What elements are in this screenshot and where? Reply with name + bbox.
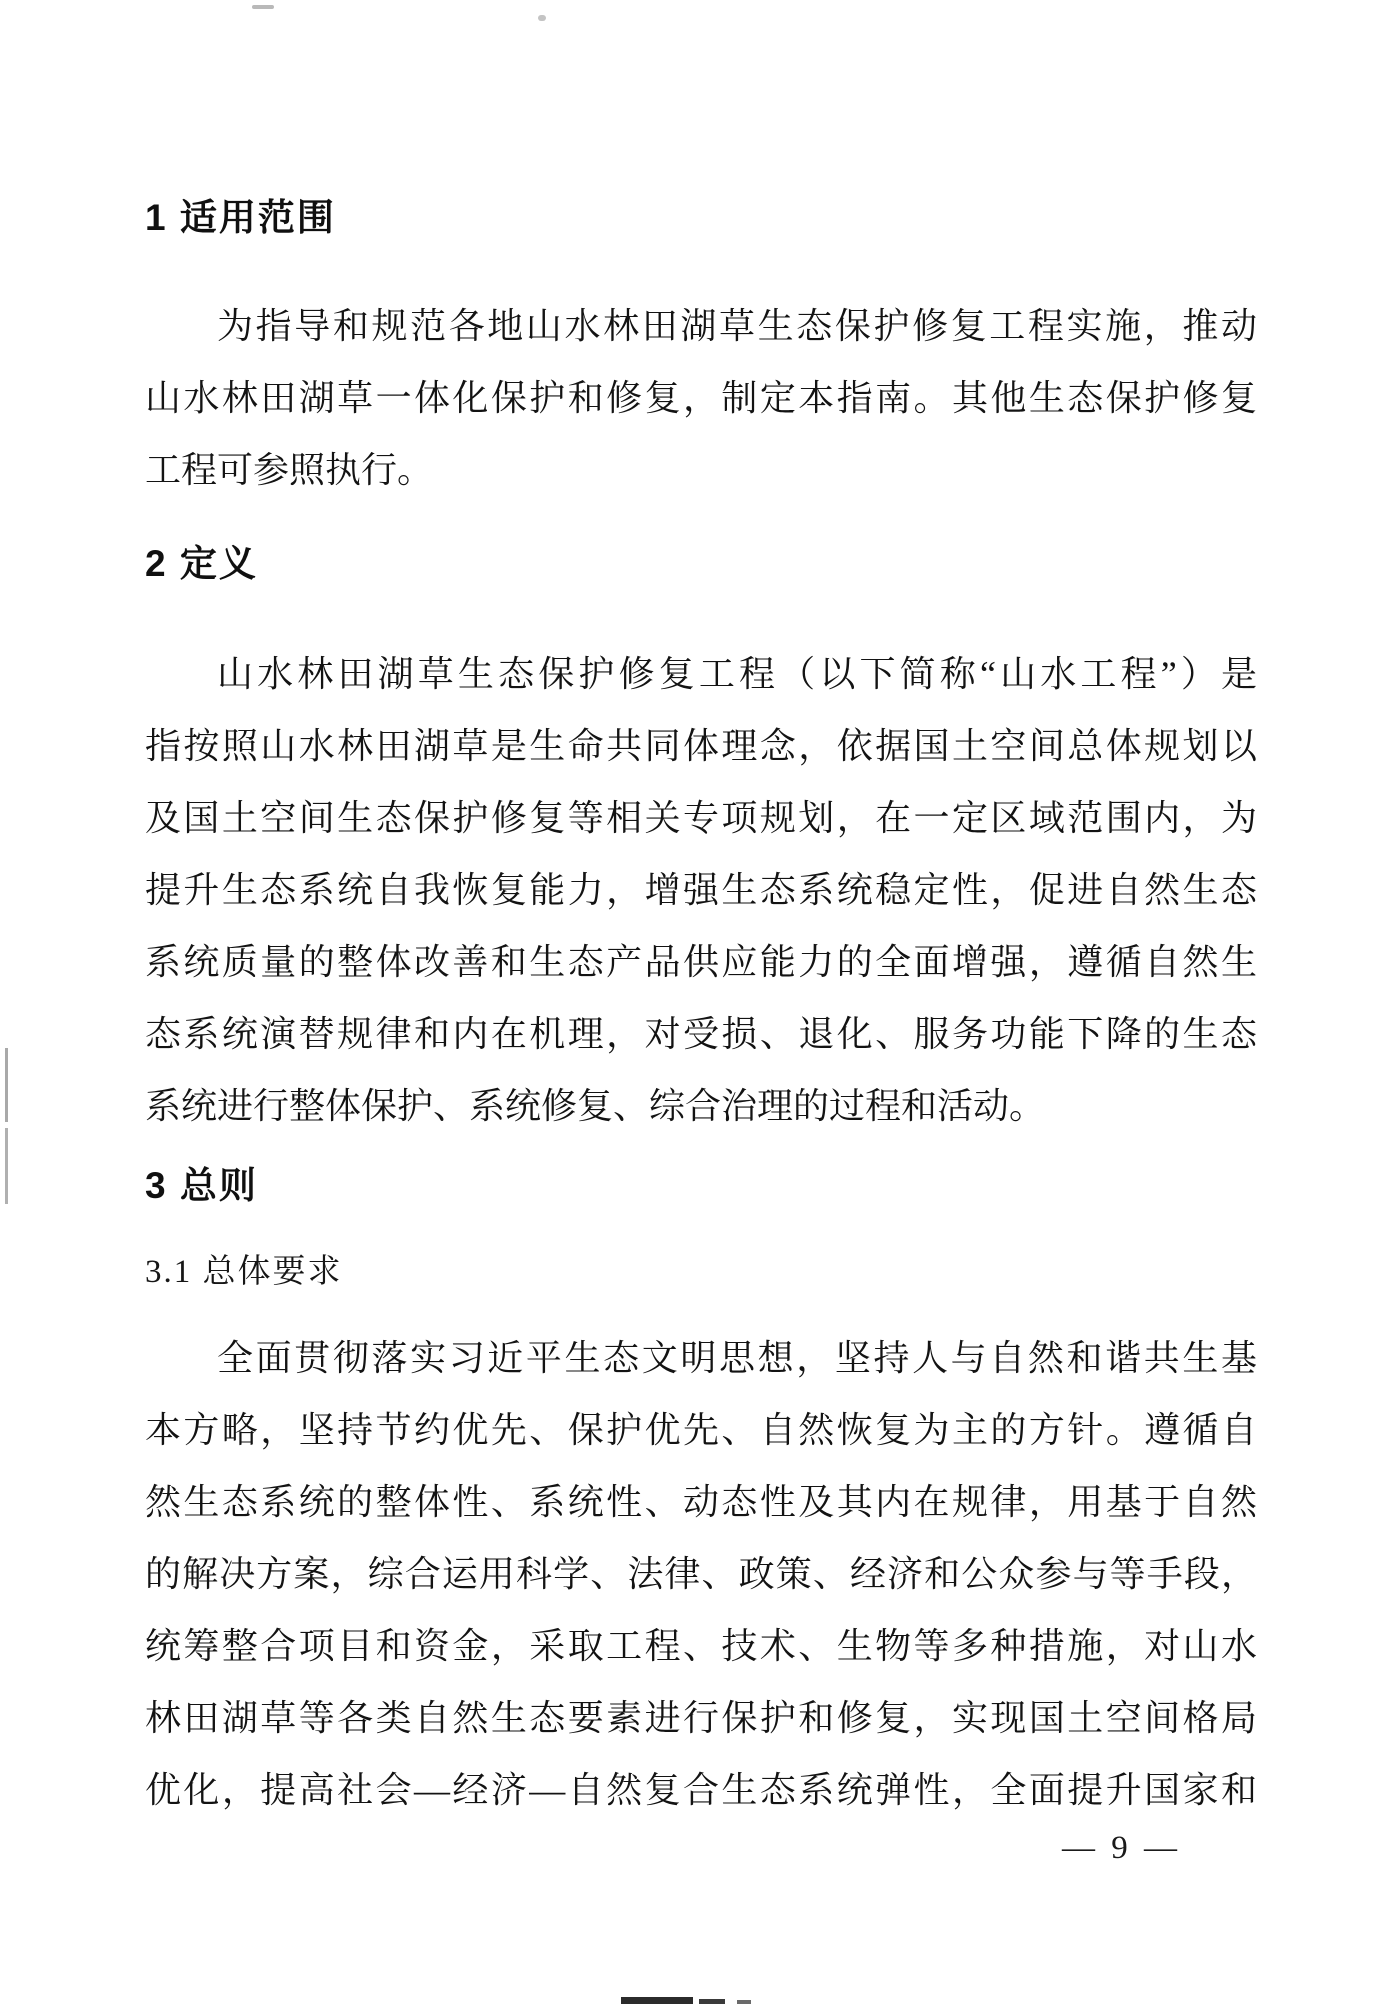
body-line: 指按照山水林田湖草是生命共同体理念，依据国土空间总体规划以 bbox=[145, 726, 1257, 766]
paragraph-definition bbox=[145, 638, 1257, 1142]
subsection-heading-3-1: 3.1 总体要求 bbox=[145, 1254, 343, 1290]
body-line: 统筹整合项目和资金，采取工程、技术、生物等多种措施，对山水 bbox=[145, 1626, 1257, 1666]
scan-artifact-left-line-1 bbox=[5, 1048, 8, 1122]
paragraph-scope bbox=[145, 290, 1257, 506]
section-heading-1: 1 适用范围 bbox=[145, 197, 336, 238]
scan-artifact-bottom-smudge-1 bbox=[621, 1997, 693, 2004]
scan-artifact-bottom-smudge-3 bbox=[737, 2000, 751, 2004]
body-line: 山水林田湖草一体化保护和修复，制定本指南。其他生态保护修复 bbox=[145, 378, 1257, 418]
scan-artifact-left-line-2 bbox=[5, 1128, 8, 1204]
paragraph-general-requirements bbox=[145, 1322, 1257, 1826]
body-line: 然生态系统的整体性、系统性、动态性及其内在规律，用基于自然 bbox=[145, 1482, 1257, 1522]
body-line: 山水林田湖草生态保护修复工程（以下简称“山水工程”）是 bbox=[217, 654, 1257, 694]
page-content bbox=[145, 0, 1257, 1826]
body-line: 工程可参照执行。 bbox=[145, 450, 434, 490]
body-line: 提升生态系统自我恢复能力，增强生态系统稳定性，促进自然生态 bbox=[145, 870, 1257, 910]
section-heading-3: 3 总则 bbox=[145, 1165, 258, 1206]
body-line: 系统质量的整体改善和生态产品供应能力的全面增强，遵循自然生 bbox=[145, 942, 1257, 982]
body-line: 及国土空间生态保护修复等相关专项规划，在一定区域范围内，为 bbox=[145, 798, 1257, 838]
scan-artifact-bottom-smudge-2 bbox=[699, 1999, 725, 2004]
body-line: 优化，提高社会—经济—自然复合生态系统弹性，全面提升国家和 bbox=[145, 1770, 1257, 1810]
body-line: 为指导和规范各地山水林田湖草生态保护修复工程实施，推动 bbox=[217, 306, 1257, 346]
body-line: 全面贯彻落实习近平生态文明思想，坚持人与自然和谐共生基 bbox=[217, 1338, 1257, 1378]
body-line: 本方略，坚持节约优先、保护优先、自然恢复为主的方针。遵循自 bbox=[145, 1410, 1257, 1450]
body-line: 的解决方案，综合运用科学、法律、政策、经济和公众参与等手段， bbox=[145, 1554, 1257, 1594]
page-number: — 9 — bbox=[1062, 1830, 1181, 1866]
body-line: 林田湖草等各类自然生态要素进行保护和修复，实现国土空间格局 bbox=[145, 1698, 1257, 1738]
body-line: 系统进行整体保护、系统修复、综合治理的过程和活动。 bbox=[145, 1086, 1046, 1126]
body-line: 态系统演替规律和内在机理，对受损、退化、服务功能下降的生态 bbox=[145, 1014, 1257, 1054]
section-heading-2: 2 定义 bbox=[145, 543, 258, 584]
